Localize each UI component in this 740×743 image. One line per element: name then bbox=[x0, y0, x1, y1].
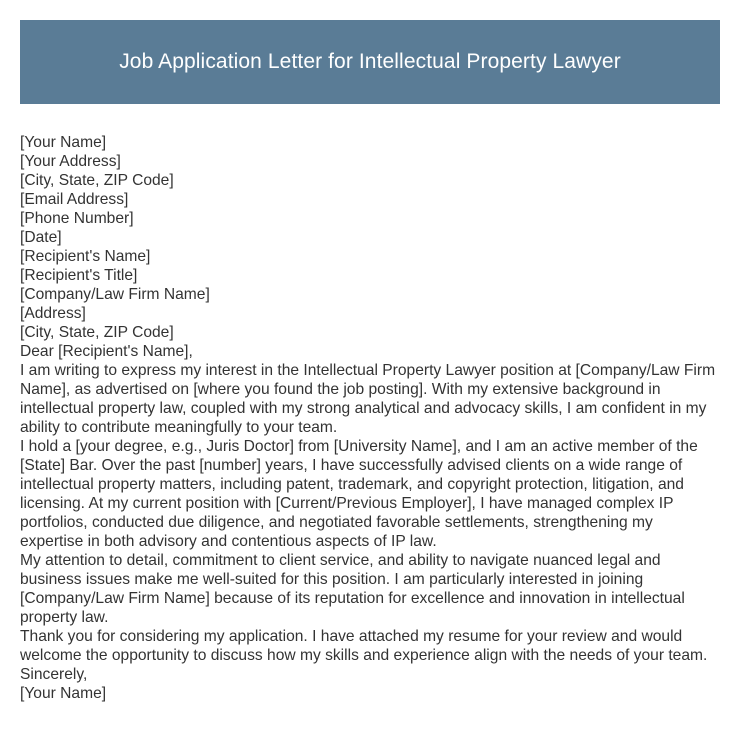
page-title: Job Application Letter for Intellectual Property Lawyer bbox=[119, 50, 621, 73]
recipient-title: [Recipient's Title] bbox=[20, 267, 138, 284]
sender-email: [Email Address] bbox=[20, 191, 129, 208]
paragraph-experience: I hold a [your degree, e.g., Juris Doctor] from [University Name], and I am an active member of the [State] Bar. Over the past [number] years, I have successfully advised clients on a wide range of intellectual property matters, including patent, trademark, and copyright protection, litigation, and licensing. At my current position with [Current/Previous Employer], I have managed complex IP portfolios, conducted due diligence, and negotiated favorable settlements, strengthening my expertise in both advisory and contentious aspects of IP law. bbox=[20, 438, 698, 550]
salutation: Dear [Recipient's Name], bbox=[20, 343, 193, 360]
recipient-address: [Address] bbox=[20, 305, 86, 322]
sender-phone: [Phone Number] bbox=[20, 210, 134, 227]
paragraph-motivation: My attention to detail, commitment to client service, and ability to navigate nuanced legal and business issues make me well-suited for this position. I am particularly interested in joining [Company/Law Firm Name] because of its reputation for excellence and innovation in intellectual property law. bbox=[20, 552, 685, 626]
recipient-name: [Recipient's Name] bbox=[20, 248, 151, 265]
paragraph-closing: Thank you for considering my application. I have attached my resume for your review and would welcome the opportunity to discuss how my skills and experience align with the needs of your team. bbox=[20, 628, 708, 664]
sender-name: [Your Name] bbox=[20, 134, 107, 151]
paragraph-intro: I am writing to express my interest in the Intellectual Property Lawyer position at [Company/Law Firm Name], as advertised on [where you found the job posting]. With my extensive background in intellectual property law, coupled with my strong analytical and advocacy skills, I am confident in my ability to contribute meaningfully to your team. bbox=[20, 362, 716, 436]
recipient-company: [Company/Law Firm Name] bbox=[20, 286, 210, 303]
title-banner bbox=[20, 20, 720, 104]
signature-name: [Your Name] bbox=[20, 685, 107, 702]
letter-body bbox=[20, 133, 720, 703]
closing: Sincerely, bbox=[20, 666, 88, 683]
sender-city: [City, State, ZIP Code] bbox=[20, 172, 174, 189]
recipient-city: [City, State, ZIP Code] bbox=[20, 324, 174, 341]
sender-address: [Your Address] bbox=[20, 153, 121, 170]
letter-date: [Date] bbox=[20, 229, 62, 246]
